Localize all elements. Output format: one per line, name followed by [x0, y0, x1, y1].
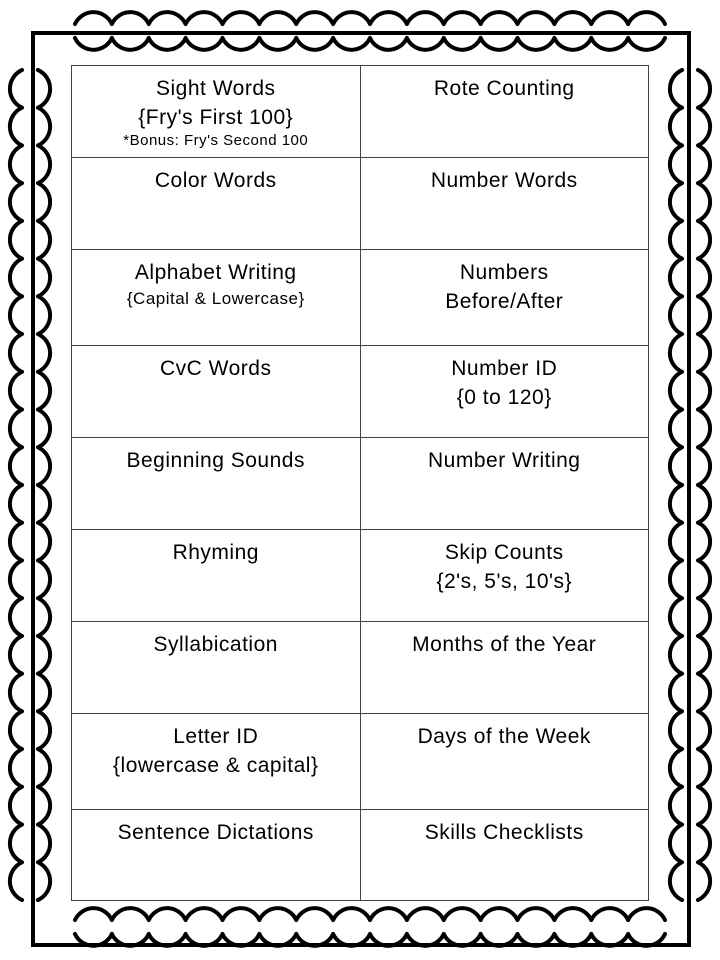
table-row: [72, 714, 649, 810]
skill-note: {Capital & Lowercase}: [126, 289, 305, 308]
skill-sub: {0 to 120}: [456, 386, 552, 409]
skill-title: Rote Counting: [433, 77, 575, 100]
skill-cell: [72, 530, 361, 622]
skill-title: Sight Words: [156, 77, 276, 100]
skills-table: [71, 65, 649, 901]
skill-cell: [360, 66, 649, 158]
skill-title: Skills Checklists: [424, 821, 584, 844]
skill-title: CvC Words: [160, 357, 272, 380]
skill-cell: [360, 810, 649, 901]
skill-title: Months of the Year: [412, 633, 597, 656]
skill-title: Days of the Week: [417, 725, 591, 748]
skill-title: Syllabication: [153, 633, 278, 656]
skill-cell: [360, 530, 649, 622]
skill-note: *Bonus: Fry's Second 100: [123, 132, 309, 149]
skill-cell: [72, 438, 361, 530]
skill-cell: [72, 810, 361, 901]
skill-sub: Before/After: [445, 290, 564, 313]
skill-title: Beginning Sounds: [126, 449, 305, 472]
skill-title: Rhyming: [172, 541, 259, 564]
skill-title: Letter ID: [173, 725, 259, 748]
skill-cell: [360, 714, 649, 810]
table-row: [72, 66, 649, 158]
skill-sub: {lowercase & capital}: [113, 754, 319, 777]
table-row: [72, 622, 649, 714]
skill-sub: {2's, 5's, 10's}: [436, 570, 573, 593]
table-row: [72, 530, 649, 622]
skill-cell: [72, 250, 361, 346]
skill-cell: [72, 158, 361, 250]
skill-cell: [360, 438, 649, 530]
table-row: [72, 158, 649, 250]
skill-title: Skip Counts: [444, 541, 564, 564]
skill-sub: {Fry's First 100}: [138, 106, 294, 129]
skill-title: Number ID: [451, 357, 558, 380]
skill-cell: [72, 622, 361, 714]
table-row: [72, 810, 649, 901]
skill-cell: [72, 714, 361, 810]
table-row: [72, 438, 649, 530]
table-row: [72, 250, 649, 346]
skill-title: Color Words: [154, 169, 277, 192]
skill-cell: [360, 622, 649, 714]
skill-cell: [360, 346, 649, 438]
skill-cell: [360, 158, 649, 250]
skill-cell: [360, 250, 649, 346]
left-outer-scallops: [10, 70, 22, 900]
skill-cell: [72, 346, 361, 438]
right-outer-scallops: [698, 70, 710, 900]
skill-title: Alphabet Writing: [134, 261, 297, 284]
skill-cell: [72, 66, 361, 158]
skill-title: Number Writing: [428, 449, 581, 472]
table-row: [72, 346, 649, 438]
skill-title: Number Words: [430, 169, 578, 192]
skill-title: Sentence Dictations: [117, 821, 314, 844]
top-outer-scallops: [75, 12, 665, 24]
skill-title: Numbers: [459, 261, 549, 284]
